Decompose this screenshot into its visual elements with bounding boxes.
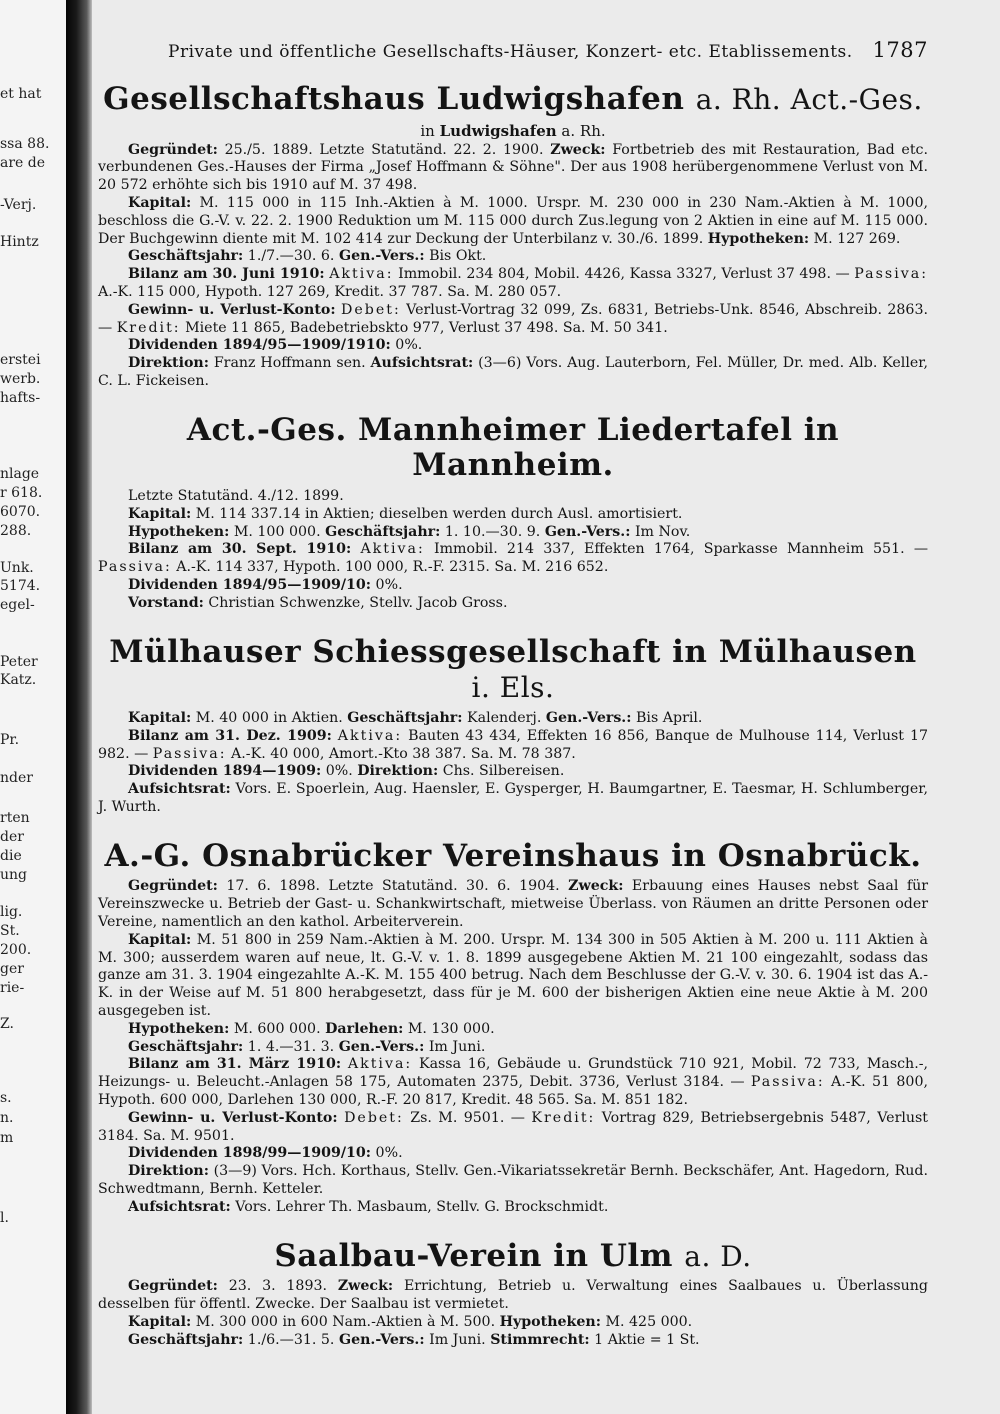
gutter-fragment: werb. [0,371,41,387]
field-label: Geschäftsjahr: [325,523,441,540]
field-text: (3—9) Vors. Hch. Korthaus, Stellv. Gen.-Vikariatssekretär Bernh. Beckschäfer, Ant. Hagedorn, Rud. Schwedtmann, Bernh. Ketteler. [98,1163,928,1197]
gutter-fragment: -Verj. [0,197,37,213]
field-label: Bilanz am 31. März 1910: [128,1056,342,1073]
field-text: Bis April. [631,709,703,726]
field-label: Kapital: [128,505,192,522]
gutter-fragment: ung [0,867,27,883]
field-label: Bilanz am 30. Juni 1910: [128,266,325,283]
field-label: Geschäftsjahr: [347,709,463,726]
field-text: Chs. Silbereisen. [438,763,565,780]
field-text: Miete 11 865, Badebetriebskto 977, Verlust 37 498. Sa. M. 50 341. [180,319,668,336]
entry-subtitle-part: Ludwigshafen [439,121,557,140]
entry-paragraph [98,1199,928,1217]
field-label: Hypotheken: [499,1313,601,1330]
field-text: A.-K. 51 800, Hypoth. 600 000, Darlehen 130 000, R.-F. 20 817, Kredit. 48 565. Sa. M. 851 182. [98,1074,928,1108]
entry-paragraph [98,932,928,1021]
entry-title-text: Act.-Ges. Mannheimer Liedertafel in Mannheim. [186,411,840,484]
field-text: 1./7.—30. 6. [243,248,339,265]
gutter-fragment: Unk. [0,560,34,576]
entry-paragraph [98,1039,928,1057]
field-text: Bauten 43 434, Effekten 16 856, Banque de Mulhouse 114, Verlust 17 982. — [98,727,929,762]
entry-paragraph [98,878,928,931]
field-label: Direktion: [128,1163,209,1180]
entry-paragraph [98,248,928,266]
entry-paragraph [98,781,928,817]
field-label: Darlehen: [325,1020,404,1037]
spaced-label: Passiva: [98,559,172,576]
gutter-fragment: Peter [0,654,38,670]
field-text: Bis Okt. [424,248,487,265]
gutter-fragment: egel- [0,597,35,613]
field-text: (3—6) Vors. Aug. Lauterborn, Fel. Müller, Dr. med. Alb. Keller, C. L. Fickeisen. [98,355,928,389]
gutter-fragment: die [0,848,22,864]
field-text: 17. 6. 1898. Letzte Statutänd. 30. 6. 1904. [217,878,569,895]
book-spine [66,0,92,1414]
entry-title-text: Mülhauser Schiessgesellschaft in Mülhausen [109,633,917,670]
document-page [92,0,1000,1414]
field-text: Vors. Lehrer Th. Masbaum, Stellv. G. Brockschmidt. [230,1198,609,1215]
field-text: 23. 3. 1893. [217,1278,338,1295]
field-label: Gewinn- u. Verlust-Konto: [128,301,336,318]
field-text: Fortbetrieb des mit Restauration, Bad etc. verbundenen Ges.-Hauses der Firma „Josef Hoffmann & Söhne". Der aus 1908 herübergenommene Verlust von M. 20 572 erhöhte sich bis 1910 auf M. 37 498. [98,141,928,194]
field-label: Gen.-Vers.: [338,248,425,265]
entry-title-text: Gesellschaftshaus Ludwigshafen [103,81,685,117]
field-label: Zweck: [550,141,606,158]
field-text: Im Juni. [424,1331,491,1348]
entry-title [98,82,928,118]
field-text: Vors. E. Spoerlein, Aug. Haensler, E. Gysperger, H. Baumgartner, E. Taesmar, H. Schlumberger, J. Wurth. [98,781,928,815]
gutter-fragment: lig. [0,904,23,920]
field-text: Zs. M. 9501. — [403,1109,532,1126]
spaced-label: Debet: [344,1109,404,1126]
entry-paragraph [98,763,928,781]
field-label: Gen.-Vers.: [338,1038,425,1055]
page-content [98,38,928,1371]
entry-paragraph [98,710,928,728]
company-entry [98,82,928,391]
previous-page-margin [0,0,66,1414]
field-text: 0%. [390,337,423,354]
gutter-fragment: Z. [0,1016,14,1032]
field-text: Errichtung, Betrieb u. Verwaltung eines Saalbaues u. Überlassung desselben für öffentl. Zwecke. Der Saalbau ist vermietet. [98,1278,928,1312]
gutter-fragment: 288. [0,523,32,539]
spaced-label: Passiva: [750,1074,825,1091]
entry-paragraph [98,595,928,613]
field-label: Hypotheken: [128,1020,230,1037]
field-label: Bilanz am 31. Dez. 1909: [128,727,332,744]
gutter-fragment: s. [0,1090,12,1106]
gutter-fragment: et hat [0,86,42,102]
gutter-fragment: 200. [0,942,32,958]
field-text: 0%. [321,763,358,780]
page-number: 1787 [872,38,928,62]
entry-paragraph [98,1332,928,1350]
field-text: Verlust-Vortrag 32 099, Zs. 6831, Betriebs-Unk. 8546, Abschreib. 2863. — [98,301,928,336]
gutter-fragment: der [0,829,24,845]
field-label: Kapital: [128,195,192,212]
field-label: Gegründet: [128,878,218,895]
field-label: Dividenden 1898/99—1909/10: [128,1145,372,1162]
entry-title-text: A.-G. Osnabrücker Vereinshaus in Osnabrück. [104,837,922,874]
field-text: Letzte Statutänd. 4./12. 1899. [128,488,344,505]
spaced-label: Passiva: [152,745,227,762]
entry-title-suffix: i. Els. [471,671,555,705]
entries-list [98,82,928,1349]
field-text: Franz Hoffmann sen. [208,355,371,372]
gutter-fragment: Pr. [0,732,20,748]
spaced-label: Kredit: [116,319,181,336]
field-text: Im Juni. [424,1038,486,1055]
field-text: Erbauung eines Hauses nebst Saal für Vereinszwecke u. Betrieb der Gast- u. Schankwirtschaft, mietweise Überlass. von Räumen an dritte Personen oder Vereine, namentlich an den kathol. Arbeiterverein. [98,878,928,930]
gutter-fragment: ger [0,961,24,977]
field-label: Aufsichtsrat: [370,355,474,372]
entry-paragraph [98,1314,928,1332]
field-label: Hypotheken: [707,230,810,247]
field-label: Gegründet: [128,141,218,158]
field-label: Geschäftsjahr: [128,1331,244,1348]
gutter-fragment: r 618. [0,485,43,501]
entry-subtitle-part: in [420,121,435,140]
entry-title-text: Saalbau-Verein in Ulm [274,1237,673,1274]
gutter-fragment: Katz. [0,672,37,688]
spaced-label: Kredit: [531,1109,596,1126]
field-label: Kapital: [128,709,192,726]
field-text: 0%. [371,1145,403,1162]
gutter-fragment: Hintz [0,234,39,250]
field-text: A.-K. 40 000, Amort.-Kto 38 387. Sa. M. 78 387. [226,745,576,762]
field-label: Kapital: [128,1313,192,1330]
field-text: 1. 10.—30. 9. [440,523,545,540]
field-label: Gewinn- u. Verlust-Konto: [128,1109,338,1126]
entry-paragraph [98,1056,928,1109]
field-label: Bilanz am 30. Sept. 1910: [128,541,352,558]
field-label: Gen.-Vers.: [338,1331,425,1348]
gutter-fragment: 6070. [0,504,41,520]
field-text: Immobil. 214 337, Effekten 1764, Sparkasse Mannheim 551. — [424,541,929,558]
spaced-label: Debet: [341,301,401,318]
entry-subtitle [98,122,928,140]
field-label: Gen.-Vers.: [545,709,632,726]
field-label: Zweck: [568,878,624,895]
field-text: 25./5. 1889. Letzte Statutänd. 22. 2. 1900. [217,141,551,158]
spaced-label: Passiva: [854,266,928,283]
entry-subtitle-part: a. Rh. [561,121,606,140]
field-text: M. 127 269. [809,230,901,247]
entry-title-suffix: a. D. [684,1239,752,1273]
field-label: Gen.-Vers.: [544,523,631,540]
entry-title [98,1239,928,1275]
company-entry [98,839,928,1217]
field-label: Geschäftsjahr: [128,248,244,265]
entry-paragraph [98,355,928,391]
field-text: M. 115 000 in 115 Inh.-Aktien à M. 1000. Urspr. M. 230 000 in 230 Nam.-Aktien à M. 1000, beschloss die G.-V. v. 22. 2. 1900 Reduktion um M. 115 000 durch Zus.legung von 2 Aktien in eine auf M. 115 000. Der Buchgewinn diente mit M. 102 414 zur Deckung der Unterbilanz v. 30./6. 1899. [98,195,928,247]
running-header [98,38,928,62]
field-label: Dividenden 1894/95—1909/1910: [128,337,391,354]
spaced-label: Aktiva: [360,541,425,558]
field-label: Direktion: [128,355,209,372]
entry-title [98,635,928,706]
entry-paragraph [98,337,928,355]
running-title: Private und öffentliche Gesellschafts-Häuser, Konzert- etc. Etablissements. [168,42,853,62]
field-text: Im Nov. [630,523,691,540]
field-text: M. 300 000 in 600 Nam.-Aktien à M. 500. [191,1313,500,1330]
field-text: 1./6.—31. 5. [243,1331,339,1348]
gutter-fragment: hafts- [0,390,41,406]
field-text: M. 100 000. [229,523,326,540]
field-label: Zweck: [337,1278,394,1295]
gutter-fragment: rten [0,810,30,826]
field-text [341,1056,348,1072]
entry-paragraph [98,302,928,338]
field-text: M. 600 000. [229,1020,326,1037]
field-text: Kassa 16, Gebäude u. Grundstück 710 921, Mobil. 72 733, Masch.-, Heizungs- u. Beleucht.-Anlagen 58 175, Automaten 2375, Debit. 3736, Verlust 3184. — [98,1056,929,1091]
company-entry [98,413,928,613]
field-text: 0%. [371,577,403,594]
gutter-fragment: erstei [0,352,41,368]
entry-paragraph [98,1163,928,1199]
entry-paragraph [98,524,928,542]
gutter-fragment: nlage [0,466,40,482]
field-text: M. 51 800 in 259 Nam.-Aktien à M. 200. Urspr. M. 134 300 in 505 Aktien à M. 200 u. 111 Aktien à M. 300; ausserdem waren auf neue, lt. G.-V. v. 1. 8. 1899 ausgegebene Aktien M. 21 100 eingezahlt, sodass das ganze am 31. 3. 1904 eingezahlte A.-K. M. 155 400 betrug. Nach dem Beschlusse der G.-V. v. 30. 6. 1904 ist das A.-K. in der Weise auf M. 51 800 herabgesetzt, dass für je M. 600 der bisherigen Aktien eine neue Aktie à M. 200 ausgegeben ist. [98,931,928,1019]
field-text: 1. 4.—31. 3. [243,1038,339,1055]
gutter-fragment: St. [0,923,20,939]
company-entry [98,1239,928,1350]
spaced-label: Aktiva: [347,1056,413,1073]
field-label: Hypotheken: [128,523,230,540]
entry-paragraph [98,142,928,195]
field-label: Direktion: [357,763,439,780]
field-text: 1 Aktie = 1 St. [589,1331,700,1348]
field-text: M. 130 000. [403,1020,495,1037]
field-label: Dividenden 1894—1909: [128,763,322,780]
field-label: Kapital: [128,931,192,948]
gutter-fragment: are de [0,155,46,171]
entry-paragraph [98,1145,928,1163]
entry-paragraph [98,728,928,764]
entry-title [98,413,928,484]
gutter-fragment: 5174. [0,578,41,594]
field-text: M. 425 000. [600,1313,693,1330]
entry-paragraph [98,1278,928,1314]
field-label: Gegründet: [128,1278,218,1295]
field-text: A.-K. 114 337, Hypoth. 100 000, R.-F. 2315. Sa. M. 216 652. [171,559,609,576]
field-text: Christian Schwenzke, Stellv. Jacob Gross. [203,594,508,611]
entry-paragraph [98,506,928,524]
field-label: Vorstand: [128,594,204,611]
gutter-fragment: l. [0,1210,9,1226]
entry-title-suffix: a. Rh. Act.-Ges. [695,83,923,116]
company-entry [98,635,928,817]
gutter-fragment: nder [0,770,33,786]
entry-paragraph [98,195,928,248]
field-text: Immobil. 234 804, Mobil. 4426, Kassa 3327, Verlust 37 498. — [393,266,855,283]
entry-paragraph [98,541,928,577]
gutter-fragment: n. [0,1110,14,1126]
gutter-fragment: m [0,1130,14,1146]
entry-paragraph [98,1021,928,1039]
entry-paragraph [98,488,928,506]
field-text: A.-K. 115 000, Hypoth. 127 269, Kredit. 37 787. Sa. M. 280 057. [98,284,562,301]
entry-paragraph [98,266,928,302]
spaced-label: Aktiva: [329,266,394,283]
gutter-fragment: rie- [0,980,25,996]
field-text: M. 114 337.14 in Aktien; dieselben werden durch Ausl. amortisiert. [191,505,683,522]
entry-paragraph [98,1110,928,1146]
field-label: Stimmrecht: [490,1331,590,1348]
spaced-label: Aktiva: [337,727,403,744]
field-text: Vortrag 829, Betriebsergebnis 5487, Verlust 3184. Sa. M. 9501. [98,1109,929,1144]
gutter-fragment: ssa 88. [0,136,50,152]
field-label: Aufsichtsrat: [128,781,231,798]
entry-paragraph [98,577,928,595]
entry-title [98,839,928,875]
field-label: Dividenden 1894/95—1909/10: [128,577,372,594]
field-text: M. 40 000 in Aktien. [191,709,348,726]
field-label: Aufsichtsrat: [128,1198,231,1215]
field-text: Kalenderj. [462,709,546,726]
field-label: Geschäftsjahr: [128,1038,244,1055]
